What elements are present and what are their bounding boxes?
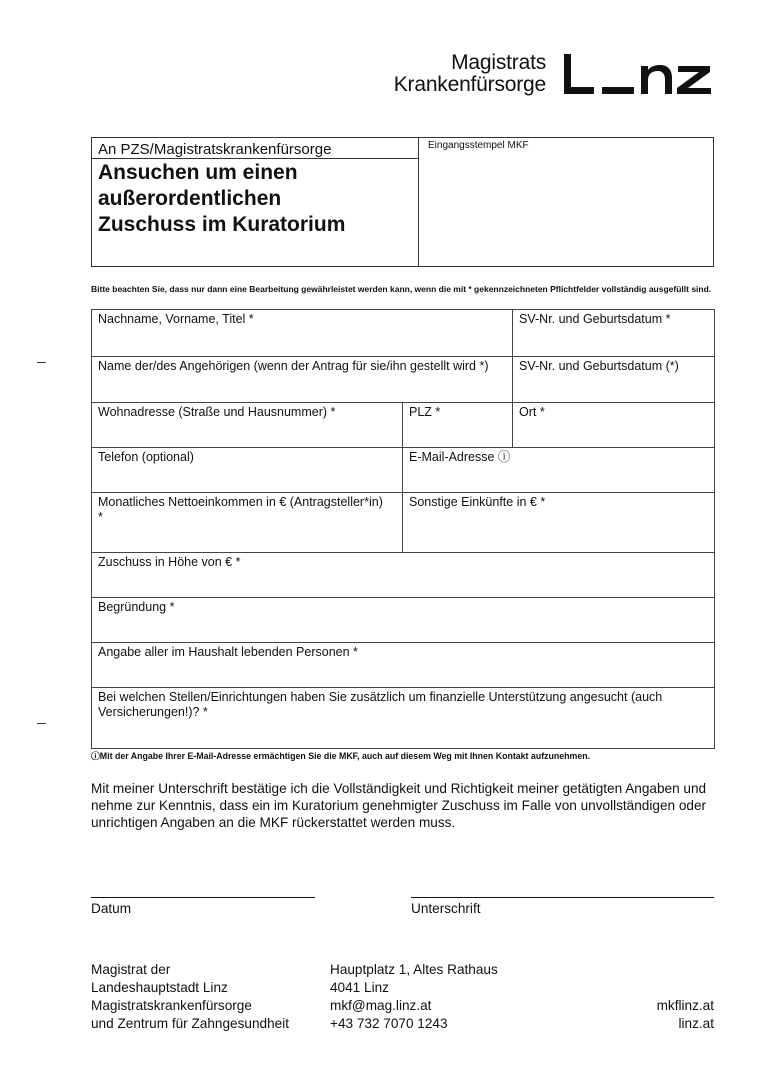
city-field[interactable] bbox=[513, 403, 715, 448]
other-income-label: Sonstige Einkünfte in € * bbox=[409, 495, 546, 509]
date-label: Datum bbox=[91, 901, 132, 916]
intro-box bbox=[91, 137, 714, 267]
other-support-field[interactable] bbox=[92, 688, 715, 749]
fold-mark-top bbox=[37, 362, 46, 363]
addressee-label: An PZS/Magistratskrankenfürsorge bbox=[98, 141, 332, 158]
logo-line-1: Magistrats bbox=[451, 51, 546, 74]
email-consent-note: ⓘMit der Angabe Ihrer E-Mail-Adresse ermächtigen Sie die MKF, auch auf diesem Weg mit Ihnen Kontakt aufzunehmen. bbox=[91, 751, 591, 761]
signature-line[interactable] bbox=[411, 897, 714, 898]
plz-label: PLZ * bbox=[409, 405, 441, 419]
household-field[interactable] bbox=[92, 643, 715, 688]
sv-nr-label: SV-Nr. und Geburtsdatum * bbox=[519, 312, 671, 326]
email-field[interactable] bbox=[403, 448, 715, 493]
application-form-table bbox=[91, 309, 715, 749]
reason-label: Begründung * bbox=[98, 600, 175, 614]
title-box bbox=[91, 137, 419, 267]
form-title bbox=[98, 160, 345, 238]
footer-address bbox=[330, 961, 498, 1033]
other-income-field[interactable] bbox=[403, 493, 715, 553]
footer-organization bbox=[91, 961, 289, 1033]
name-field[interactable] bbox=[92, 310, 513, 357]
footer-org-line: Magistratskrankenfürsorge bbox=[91, 998, 252, 1013]
footer-web-link-mkf[interactable]: mkflinz.at bbox=[656, 998, 714, 1013]
household-label: Angabe aller im Haushalt lebenden Personen * bbox=[98, 645, 358, 659]
form-title-line-1: Ansuchen um einen bbox=[98, 161, 298, 184]
address-field[interactable] bbox=[92, 403, 403, 448]
logo-wordmark bbox=[394, 52, 546, 96]
relative-name-label: Name der/des Angehörigen (wenn der Antrag für sie/ihn gestellt wird *) bbox=[98, 359, 489, 373]
phone-field[interactable] bbox=[92, 448, 403, 493]
email-label: E-Mail-Adresse ⓘ bbox=[409, 450, 511, 464]
relative-sv-nr-label: SV-Nr. und Geburtsdatum (*) bbox=[519, 359, 679, 373]
phone-label: Telefon (optional) bbox=[98, 450, 194, 464]
income-label: Monatliches Nettoeinkommen in € (Antragsteller*in) bbox=[98, 495, 383, 509]
relative-sv-nr-field[interactable] bbox=[513, 357, 715, 403]
name-label: Nachname, Vorname, Titel * bbox=[98, 312, 254, 326]
footer-org-line: und Zentrum für Zahngesundheit bbox=[91, 1016, 289, 1031]
relative-name-field[interactable] bbox=[92, 357, 513, 403]
income-field[interactable] bbox=[92, 493, 403, 553]
footer-email-link[interactable]: mkf@mag.linz.at bbox=[330, 998, 432, 1013]
amount-label: Zuschuss in Höhe von € * bbox=[98, 555, 241, 569]
signature-label: Unterschrift bbox=[411, 901, 481, 916]
declaration-text: Mit meiner Unterschrift bestätige ich die Vollständigkeit und Richtigkeit meiner getätigten Angaben und nehme zur Kenntnis, dass ein im Kuratorium genehmigter Zuschuss im Falle von unvollständigen oder unrichtigen Angaben an die MKF rückerstattet werden muss. bbox=[91, 781, 707, 830]
fold-mark-bottom bbox=[37, 723, 46, 724]
income-label-asterisk: * bbox=[98, 510, 103, 524]
stamp-label: Eingangsstempel MKF bbox=[428, 140, 529, 151]
form-title-line-2: außerordentlichen bbox=[98, 187, 282, 210]
city-label: Ort * bbox=[519, 405, 545, 419]
footer-web-link-linz[interactable]: linz.at bbox=[678, 1016, 714, 1031]
linz-logo-icon bbox=[562, 52, 714, 96]
plz-field[interactable] bbox=[403, 403, 513, 448]
form-title-line-3: Zuschuss im Kuratorium bbox=[98, 213, 346, 236]
footer-street: Hauptplatz 1, Altes Rathaus bbox=[330, 962, 498, 977]
date-line[interactable] bbox=[91, 897, 315, 898]
addressee-divider bbox=[92, 158, 418, 159]
address-label: Wohnadresse (Straße und Hausnummer) * bbox=[98, 405, 336, 419]
other-support-label: Bei welchen Stellen/Einrichtungen haben Sie zusätzlich um finanzielle Unterstützung angesucht (auch Versicherungen!)? * bbox=[98, 690, 663, 719]
amount-field[interactable] bbox=[92, 553, 715, 598]
reason-field[interactable] bbox=[92, 598, 715, 643]
footer-org-line: Landeshauptstadt Linz bbox=[91, 980, 228, 995]
sv-nr-field[interactable] bbox=[513, 310, 715, 357]
footer-web bbox=[657, 961, 714, 1033]
logo-line-2: Krankenfürsorge bbox=[393, 73, 546, 96]
footer-city: 4041 Linz bbox=[330, 980, 389, 995]
mandatory-notice: Bitte beachten Sie, dass nur dann eine Bearbeitung gewährleistet werden kann, wenn die mit * gekennzeichneten Pflichtfelder vollständig ausgefüllt sind. bbox=[91, 284, 712, 294]
footer-phone: +43 732 7070 1243 bbox=[330, 1016, 448, 1031]
footer-org-line: Magistrat der bbox=[91, 962, 171, 977]
linz-logo-mark bbox=[562, 52, 714, 101]
